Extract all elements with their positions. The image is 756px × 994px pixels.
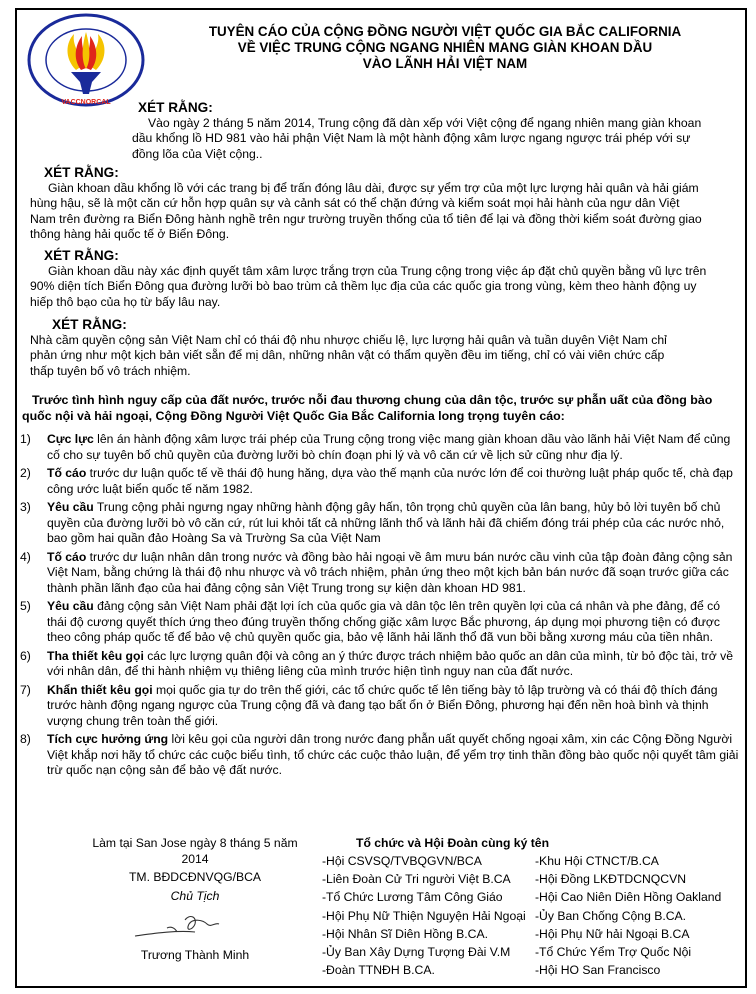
item-keyword: Yêu cầu: [47, 500, 94, 514]
declaration-item: [20, 466, 740, 497]
cosigner-item: -Đoàn TTNĐH B.CA.: [322, 963, 435, 978]
preamble: [22, 393, 742, 424]
item-keyword: Tích cực hưởng ứng: [47, 732, 169, 746]
cosigner-item: -Khu Hội CTNCT/B.CA: [535, 854, 659, 868]
title-line-3: VÀO LÃNH HẢI VIỆT NAM: [362, 56, 528, 71]
item-number: 7): [20, 682, 31, 697]
whereas-line: Nhà cầm quyền cộng sản Việt Nam chỉ có thái độ nhu nhược chiếu lệ, lực lượng hải quân và tuần duyên Việt Nam chỉ: [30, 332, 667, 347]
declaration-list: [20, 432, 740, 782]
org-abbreviation: TM. BĐDCĐNVQG/BCA: [128, 870, 262, 884]
whereas-line: Giàn khoan dầu khổng lồ với các trang bị để trấn đóng lâu dài, được sự yểm trợ của một lực lượng hải quân và hải giám: [48, 180, 699, 195]
whereas-1: [90, 100, 730, 162]
whereas-heading: XÉT RẰNG:: [44, 165, 119, 180]
place-date: Làm tại San Jose ngày 8 tháng 5 năm 2014: [92, 836, 298, 866]
item-text: lời kêu gọi của người dân trong nước đang phẫn uất quyết chống ngoại xâm, xin các Cộng Đồng Người Việt khắp nơi hãy tổ chức các cuộc biểu tình, tổ chức các cuộc thảo luận, để yểm trợ tinh thần đồng bào quốc nội quyết tâm giải trừ quốc nạn cộng sản để bảo vệ đất nước.: [47, 732, 739, 777]
item-text: mọi quốc gia tự do trên thế giới, các tổ chức quốc tế lên tiếng bày tỏ lập trường và có thái độ thích đáng trước hành động ngang ngược của Trung cộng đã và đang tạo bất ổn ở Biển Đông, phương hại đến nền hoà bình và thịnh vượng chung trên toàn thế giới.: [47, 682, 718, 728]
cosigner-item: -Hội Cao Niên Diên Hồng Oakland: [535, 890, 722, 905]
vaccnorcal-logo: [26, 12, 146, 108]
whereas-line: Vào ngày 2 tháng 5 năm 2014, Trung cộng đã dàn xếp với Việt cộng để ngang nhiên mang giàn khoan: [148, 115, 702, 130]
cosigner-item: -Tổ Chức Lương Tâm Công Giáo: [322, 890, 503, 905]
declaration-item: [20, 550, 740, 597]
item-number: 3): [20, 500, 31, 514]
cosigner-item: -Ủy Ban Xây Dựng Tượng Đài V.M: [322, 944, 511, 959]
whereas-line: thấp tuyên bố vô trách nhiệm.: [30, 363, 191, 378]
title-line-1: TUYÊN CÁO CỦA CỘNG ĐỒNG NGƯỜI VIỆT QUỐC GIA BẮC CALIFORNIA: [208, 24, 682, 39]
logo-acronym: VACCNORCAL: [61, 99, 111, 106]
cosigner-item: -Hội Phụ Nữ hải Ngoại B.CA: [535, 926, 690, 941]
item-keyword: Cực lực: [47, 432, 94, 446]
cosigner-item: -Hội Đồng LKĐTDCNQCVN: [535, 872, 687, 887]
cosigner-item: -Hội CSVSQ/TVBQGVN/BCA: [322, 854, 482, 868]
item-text: trước dư luận nhân dân trong nước và đồng bào hải ngoại về âm mưu bán nước cầu vinh của tập đoàn đảng cộng sản Việt Nam, bằng chứng là thái độ nhu nhược và vô trách nhiệm, phản ứng theo một kịch bản bán nước đã soạn trước giữa các thành phần lãnh đạo của hai đảng cộng sản Việt Trung trong sự kiện dàn khoan HD 981.: [47, 549, 733, 595]
whereas-heading: XÉT RẰNG:: [138, 100, 213, 115]
item-keyword: Tố cáo: [47, 466, 87, 480]
cosigner-item: -Hội HO San Francisco: [535, 963, 661, 978]
item-text: đảng cộng sản Việt Nam phải đặt lợi ích của quốc gia và dân tộc lên trên quyền lợi của cá nhân và phe đảng, để có thái độ cương quyết thích ứng theo đúng truyền thống chống giặc xâm lược Bắc phương, áp dụng mọi phương tiện có được theo công pháp quốc tế để bảo vệ chủ quyền quốc gia, bảo vệ lãnh hải lãnh thổ đã vun bồi bằng xương máu của tiền nhân.: [47, 599, 720, 644]
item-keyword: Tố cáo: [47, 549, 87, 564]
whereas-line: hiếp thô bạo của họ từ bấy lâu nay.: [30, 294, 221, 309]
whereas-line: dầu khổng lồ HD 981 vào hải phận Việt Nam là một hành động xâm lược ngang ngược trái phép với sự: [132, 131, 691, 145]
document-title: [165, 24, 725, 72]
item-keyword: Tha thiết kêu gọi: [47, 648, 144, 663]
whereas-line: Giàn khoan dầu này xác định quyết tâm xâm lược trắng trợn của Trung cộng trong việc áp đặt chủ quyền bằng vũ lực trên: [48, 263, 707, 278]
handwritten-signature: [115, 906, 275, 948]
cosigners-heading: Tổ chức và Hội Đoàn cùng ký tên: [356, 836, 550, 850]
item-number: 2): [20, 466, 31, 480]
whereas-3: [30, 248, 740, 310]
item-number: 5): [20, 599, 31, 613]
whereas-line: phản ứng như một kịch bản viết sẵn để mị dân, những nhân vật có thẩm quyền đều im tiếng, chỉ có vài viên chức cấp: [30, 348, 665, 362]
item-text: Trung cộng phải ngưng ngay những hành động gây hấn, tôn trọng chủ quyền của lân bang, hủy bỏ lời tuyên bố chủ quyền của đường lưỡi bò vô căn cứ, rút lui khỏi tất cả những lãnh thổ và lãnh hải đã chiếm đóng trái phép của các nước nhỏ, bao gồm hai quần đảo Hoàng Sa và Trường Sa của Việt Nam: [47, 500, 725, 545]
cosigner-item: -Ủy Ban Chống Cộng B.CA.: [535, 908, 687, 923]
signature-block: [80, 836, 310, 964]
item-number: 4): [20, 549, 31, 564]
item-keyword: Khẩn thiết kêu gọi: [47, 682, 153, 697]
whereas-line: hùng hậu, sẽ là một căn cứ hỗn hợp quân sự và cảnh sát có thể chặn đứng và kiểm soát mọi hải hành của ngư dân Việt: [30, 196, 680, 210]
whereas-line: đồng lõa của Việt cộng..: [132, 146, 263, 161]
whereas-line: 90% diện tích Biển Đông qua đường lưỡi bò bao trùm cả thềm lục địa của các quốc gia trong vùng, kèm theo hành động uy: [30, 279, 697, 293]
item-number: 1): [20, 432, 31, 446]
whereas-2: [30, 165, 740, 243]
whereas-line: thông hàng hải quốc tế ở Biển Đông.: [30, 227, 230, 241]
item-number: 8): [20, 732, 31, 746]
signer-name: Trương Thành Minh: [140, 948, 250, 962]
declaration-item: [20, 732, 740, 779]
item-keyword: Yêu cầu: [47, 599, 94, 613]
declaration-item: [20, 599, 740, 646]
preamble-line-2: quốc nội và hải ngoại, Cộng Đồng Người Việt Quốc Gia Bắc California long trọng tuyên cáo:: [22, 408, 565, 423]
preamble-line-1: Trước tình hình nguy cấp của đất nước, trước nỗi đau thương chung của dân tộc, trước sự phẫn uất của đồng bào: [32, 393, 713, 407]
item-text: trước dư luận quốc tế về thái độ hung hăng, dựa vào thế mạnh của nước lớn để coi thường luật pháp quốc tế, chà đạp công ước luật biển quốc tế năm 1982.: [47, 466, 733, 496]
whereas-heading: XÉT RẰNG:: [44, 248, 119, 263]
cosigner-item: -Hội Nhân Sĩ Diên Hồng B.CA.: [322, 926, 488, 941]
item-number: 6): [20, 648, 31, 663]
title-line-2: VỀ VIỆC TRUNG CỘNG NGANG NHIÊN MANG GIÀN KHOAN DẦU: [237, 40, 653, 55]
whereas-4: [30, 317, 740, 379]
cosigner-item: -Hội Phụ Nữ Thiện Nguyện Hải Ngoại: [322, 908, 526, 923]
whereas-heading: XÉT RẰNG:: [52, 317, 127, 332]
declaration-item: [20, 432, 740, 463]
whereas-line: Nam trên đường ra Biển Đông hành nghề trên ngư trường truyền thống của tổ tiên để lại và đồng thời kiểm soát đường giao: [30, 211, 702, 226]
cosigners-column-1: [322, 854, 542, 981]
item-text: các lực lượng quân đội và công an ý thức được trách nhiệm bảo quốc an dân của mình, từ bỏ độc tài, trở về với nhân dân, để thi hành nhiệm vụ thiêng liêng của mình trước hiện tình nguy nan của đất nước.: [47, 648, 733, 678]
signer-role: Chủ Tịch: [170, 888, 220, 903]
item-text: lên án hành động xâm lược trái phép của Trung cộng trong việc mang giàn khoan dầu vào lãnh hải Việt Nam để củng cố cho sự tuyên bố chủ quyền của đường lưỡi bò chín đoạn phi lý và vô căn cứ về lịch sử cũng như địa lý.: [47, 432, 731, 462]
declaration-item: [20, 649, 740, 680]
cosigners-column-2: [535, 854, 745, 981]
declaration-item: [20, 683, 740, 730]
cosigner-item: -Liên Đoàn Cử Tri người Việt B.CA: [322, 872, 511, 887]
declaration-item: [20, 500, 740, 547]
cosigner-item: -Tổ Chức Yểm Trợ Quốc Nội: [535, 944, 692, 959]
